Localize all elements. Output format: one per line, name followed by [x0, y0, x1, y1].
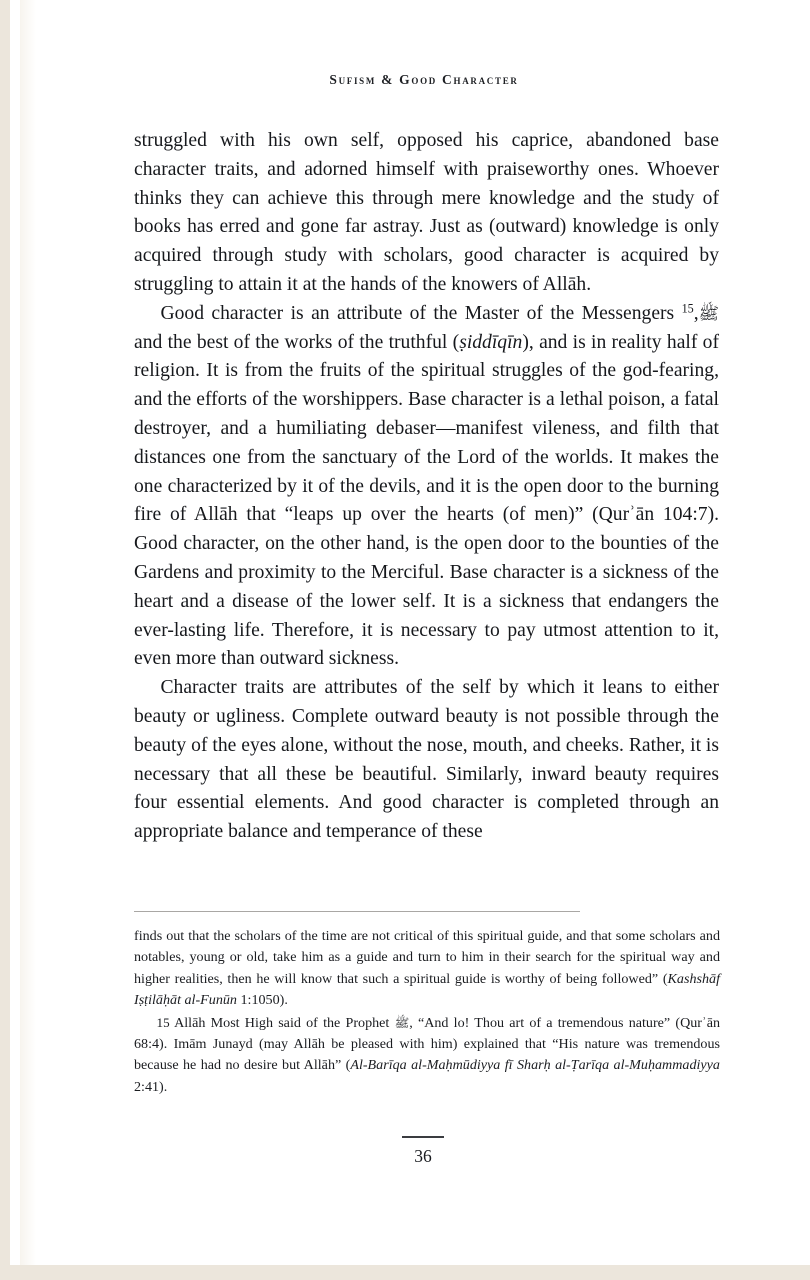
page-number: 36	[414, 1146, 432, 1166]
salawat-glyph-icon: ﷺ	[698, 303, 719, 323]
folio-rule	[402, 1136, 444, 1138]
text-run: 1:1050).	[236, 992, 288, 1009]
text-run: 2:41).	[134, 1078, 168, 1095]
paragraph-good-character	[134, 300, 719, 674]
footnote-continued	[134, 926, 720, 1012]
text-run: ,	[693, 302, 699, 324]
viewer-left-margin-band	[0, 0, 10, 1280]
paragraph-continued: struggled with his own self, opposed his caprice, abandoned base character traits, and adorned himself with praiseworthy ones. Whoever thinks they can achieve this through mere knowledge and the study of books has erred and gone far astray. Just as (outward) knowledge is only acquired through study with scholars, good character is acquired by struggling to attain it at the hands of the knowers of Allāh.	[134, 130, 719, 295]
cited-work-al-bariqa: Al-Barīqa al-Maḥmūdiyya fī Sharḥ al-Ṭarīqa al-Muḥammadiyya	[350, 1057, 720, 1074]
book-page-sheet	[10, 0, 810, 1265]
transliteration-siddiqin: ṣiddīqīn	[459, 331, 523, 353]
text-run: and the best of the works of the truthful (	[134, 331, 460, 353]
salawat-glyph-icon: ﷺ	[394, 1015, 410, 1030]
footnote-separator-rule	[134, 911, 580, 912]
text-run: Good character is an attribute of the Master of the Messengers	[160, 302, 682, 324]
footnote-number-15: 15	[156, 1014, 170, 1030]
footnote-block	[134, 926, 720, 1098]
body-text-column	[134, 127, 719, 847]
text-run: finds out that the scholars of the time are not critical of this spiritual guide, and that some scholars and notables, young or old, take him as a guide and turn to him in their search for the spiritual way and higher realities, then he will know that such a spiritual guide is worthy of being followed” (	[134, 928, 720, 987]
viewer-bottom-margin-band	[0, 1265, 810, 1280]
paragraph-character-traits: Character traits are attributes of the self by which it leans to either beauty or ugliness. Complete outward beauty is not possible through the beauty of the eyes alone, without the nose, mouth, and cheeks. Rather, it is necessary that all these be beautiful. Similarly, inward beauty requires four essential elements. And good character is completed through an appropriate balance and temperance of these	[134, 677, 719, 843]
running-head: Sufism & Good Character	[329, 72, 519, 87]
footnote-reference-15[interactable]: 15	[681, 301, 694, 316]
text-run: Allāh Most High said of the Prophet	[169, 1014, 395, 1031]
footnote-15	[134, 1012, 720, 1099]
cited-work-kashshaf: Kashshāf Iṣṭilāḥāt al-Funūn	[134, 970, 720, 1009]
text-run: , “And lo! Thou art of a tremendous nature” (Qurʾān 68:4). Imām Junayd (may Allāh be pleased with him) explained that “His nature was tremendous because he had no desire but Allāh” (	[134, 1014, 720, 1074]
text-run: ), and is in reality half of religion. It is from the fruits of the spiritual struggles of the god-fearing, and the efforts of the worshippers. Base character is a lethal poison, a fatal destroyer, and a humiliating debaser—manifest vileness, and filth that distances one from the sanctuary of the Lord of the worlds. It makes the one characterized by it of the devils, and it is the open door to the burning fire of Allāh that “leaps up over the hearts (of men)” (Qurʾān 104:7). Good character, on the other hand, is the open door to the bounties of the Gardens and proximity to the Merciful. Base character is a sickness of the heart and a disease of the lower self. It is a sickness that endangers the ever-lasting life. Therefore, it is necessary to pay utmost attention to it, even more than outward sickness.	[134, 331, 719, 670]
page-gutter-shading	[20, 0, 36, 1265]
